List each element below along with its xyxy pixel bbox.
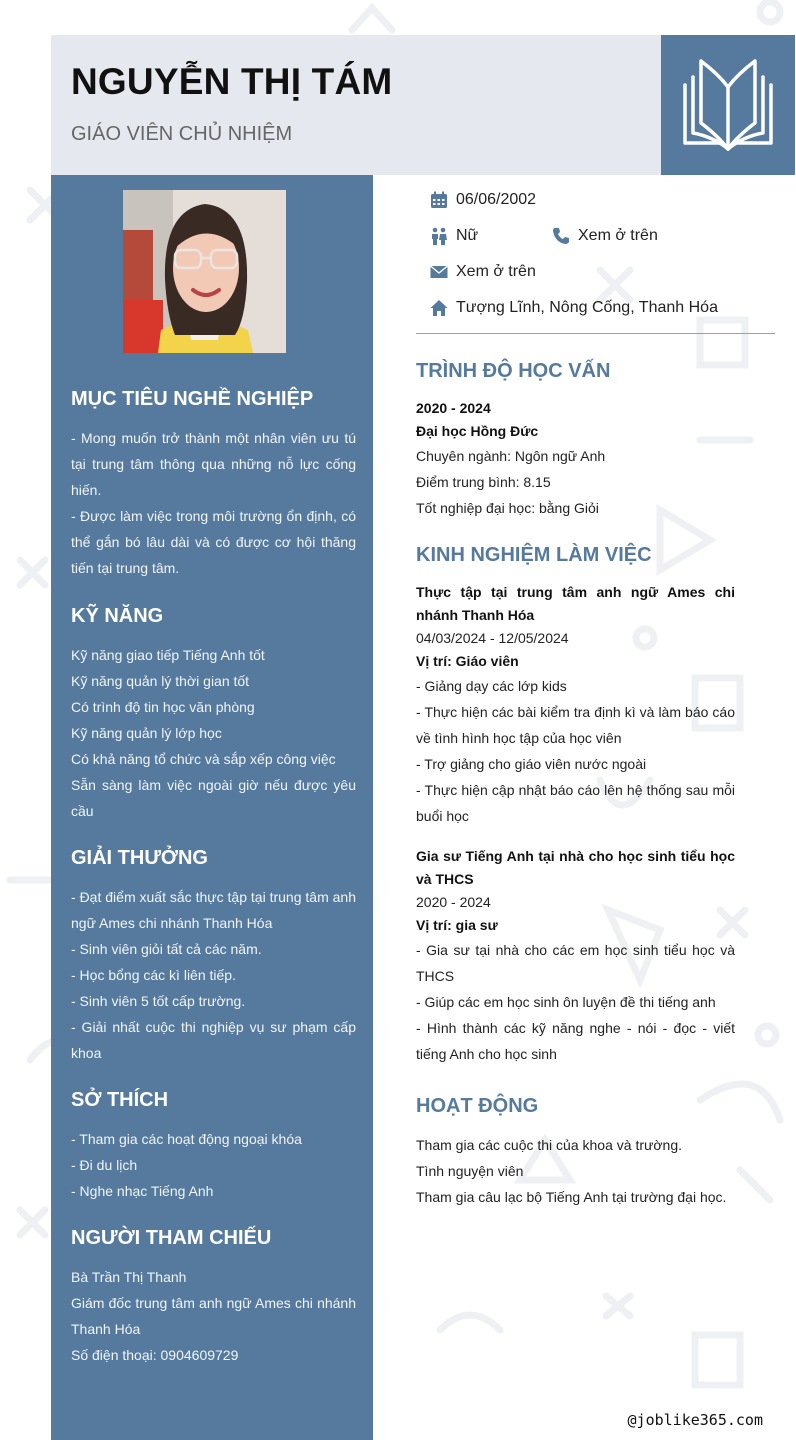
phone-value: Xem ở trên bbox=[578, 227, 658, 244]
experience-section bbox=[416, 544, 735, 1067]
candidate-name: NGUYỄN THỊ TÁM bbox=[71, 61, 393, 102]
hobby-item: - Tham gia các hoạt động ngoại khóa bbox=[71, 1131, 302, 1147]
objective-line: - Mong muốn trở thành một nhân viên ưu tú tại trung tâm thông qua những nỗ lực cống hiến. bbox=[71, 430, 356, 498]
job-position: Vị trí: Giáo viên bbox=[416, 653, 519, 669]
gender-value: Nữ bbox=[456, 227, 479, 244]
phone-icon bbox=[552, 227, 570, 245]
job-company: Thực tập tại trung tâm anh ngữ Ames chi nhánh Thanh Hóa bbox=[416, 584, 735, 623]
hobby-item: - Nghe nhạc Tiếng Anh bbox=[71, 1183, 214, 1199]
skills-section bbox=[71, 605, 356, 824]
skill-item: Có khả năng tổ chức và sắp xếp công việc bbox=[71, 751, 336, 767]
job-duty: - Thực hiện cập nhật báo cáo lên hệ thống sau mỗi buổi học bbox=[416, 782, 735, 824]
header bbox=[51, 35, 661, 175]
education-line: Tốt nghiệp đại học: bằng Giỏi bbox=[416, 500, 599, 516]
reference-line: Giám đốc trung tâm anh ngữ Ames chi nhánh Thanh Hóa bbox=[71, 1295, 356, 1337]
experience-heading: KINH NGHIỆM LÀM VIỆC bbox=[416, 544, 652, 566]
left-column bbox=[51, 175, 373, 1440]
job-period: 04/03/2024 - 12/05/2024 bbox=[416, 630, 569, 646]
education-period: 2020 - 2024 bbox=[416, 400, 491, 416]
job-company: Gia sư Tiếng Anh tại nhà cho học sinh tiểu học và THCS bbox=[416, 848, 735, 887]
education-school: Đại học Hồng Đức bbox=[416, 423, 539, 439]
job-period: 2020 - 2024 bbox=[416, 894, 491, 910]
reference-line: Số điện thoại: 0904609729 bbox=[71, 1347, 239, 1363]
education-line: Điểm trung bình: 8.15 bbox=[416, 474, 551, 490]
address-row bbox=[430, 299, 718, 317]
education-heading: TRÌNH ĐỘ HỌC VẤN bbox=[416, 360, 611, 382]
skill-item: Kỹ năng giao tiếp Tiếng Anh tốt bbox=[71, 647, 265, 663]
objective-line: - Được làm việc trong môi trường ổn định, có thể gắn bó lâu dài và có được cơ hội thăng tiến tại trung tâm. bbox=[71, 508, 356, 576]
skill-item: Sẵn sàng làm việc ngoài giờ nếu được yêu cầu bbox=[71, 777, 356, 819]
activity-item: Tình nguyện viên bbox=[416, 1163, 524, 1179]
job-entry bbox=[416, 581, 735, 829]
avatar bbox=[123, 190, 286, 353]
activities-section bbox=[416, 1095, 735, 1210]
calendar-icon bbox=[430, 191, 448, 209]
skill-item: Kỹ năng quản lý thời gian tốt bbox=[71, 673, 250, 689]
gender-icon bbox=[430, 227, 448, 245]
logo-box bbox=[661, 35, 795, 175]
phone-row bbox=[552, 227, 658, 245]
objective-section bbox=[71, 388, 356, 581]
home-icon bbox=[430, 299, 448, 317]
skill-item: Kỹ năng quản lý lớp học bbox=[71, 725, 222, 741]
award-item: - Sinh viên 5 tốt cấp trường. bbox=[71, 993, 246, 1009]
book-icon bbox=[681, 57, 775, 153]
job-title: GIÁO VIÊN CHỦ NHIỆM bbox=[71, 123, 293, 145]
watermark: @joblike365.com bbox=[627, 1411, 763, 1429]
activities-heading: HOẠT ĐỘNG bbox=[416, 1095, 539, 1117]
job-entry bbox=[416, 845, 735, 1067]
job-duty: - Thực hiện các bài kiểm tra định kì và làm báo cáo về tình hình học tập của học viên bbox=[416, 704, 735, 746]
award-item: - Đạt điểm xuất sắc thực tập tại trung tâm anh ngữ Ames chi nhánh Thanh Hóa bbox=[71, 889, 356, 931]
email-value: Xem ở trên bbox=[456, 263, 536, 280]
activity-item: Tham gia câu lạc bộ Tiếng Anh tại trường đại học. bbox=[416, 1189, 727, 1205]
reference-line: Bà Trần Thị Thanh bbox=[71, 1269, 187, 1285]
award-item: - Giải nhất cuộc thi nghiệp vụ sư phạm cấp khoa bbox=[71, 1019, 356, 1061]
references-heading: NGƯỜI THAM CHIẾU bbox=[71, 1227, 272, 1249]
references-section bbox=[71, 1227, 356, 1368]
hobby-item: - Đi du lịch bbox=[71, 1157, 138, 1173]
dob-row bbox=[430, 191, 536, 209]
education-line: Chuyên ngành: Ngôn ngữ Anh bbox=[416, 448, 606, 464]
award-item: - Học bổng các kì liên tiếp. bbox=[71, 967, 236, 983]
skills-heading: KỸ NĂNG bbox=[71, 605, 164, 627]
job-duty: - Trợ giảng cho giáo viên nước ngoài bbox=[416, 756, 647, 772]
award-item: - Sinh viên giỏi tất cả các năm. bbox=[71, 941, 262, 957]
hobbies-heading: SỞ THÍCH bbox=[71, 1089, 169, 1111]
gender-row bbox=[430, 227, 478, 245]
education-section bbox=[416, 360, 735, 521]
dob-value: 06/06/2002 bbox=[456, 191, 537, 208]
hobbies-section bbox=[71, 1089, 356, 1204]
awards-heading: GIẢI THƯỞNG bbox=[71, 847, 208, 869]
awards-section bbox=[71, 847, 356, 1066]
job-position: Vị trí: gia sư bbox=[416, 917, 498, 933]
email-row bbox=[430, 263, 536, 281]
activity-item: Tham gia các cuộc thi của khoa và trường. bbox=[416, 1137, 683, 1153]
job-duty: - Giảng dạy các lớp kids bbox=[416, 678, 567, 694]
divider bbox=[416, 333, 775, 334]
job-duty: - Gia sư tại nhà cho các em học sinh tiểu học và THCS bbox=[416, 942, 735, 984]
skill-item: Có trình độ tin học văn phòng bbox=[71, 699, 255, 715]
email-icon bbox=[430, 263, 448, 281]
job-duty: - Giúp các em học sinh ôn luyện đề thi tiếng anh bbox=[416, 994, 716, 1010]
address-value: Tượng Lĩnh, Nông Cống, Thanh Hóa bbox=[456, 299, 718, 316]
job-duty: - Hình thành các kỹ năng nghe - nói - đọc - viết tiếng Anh cho học sinh bbox=[416, 1020, 735, 1062]
objective-heading: MỤC TIÊU NGHỀ NGHIỆP bbox=[71, 388, 314, 410]
